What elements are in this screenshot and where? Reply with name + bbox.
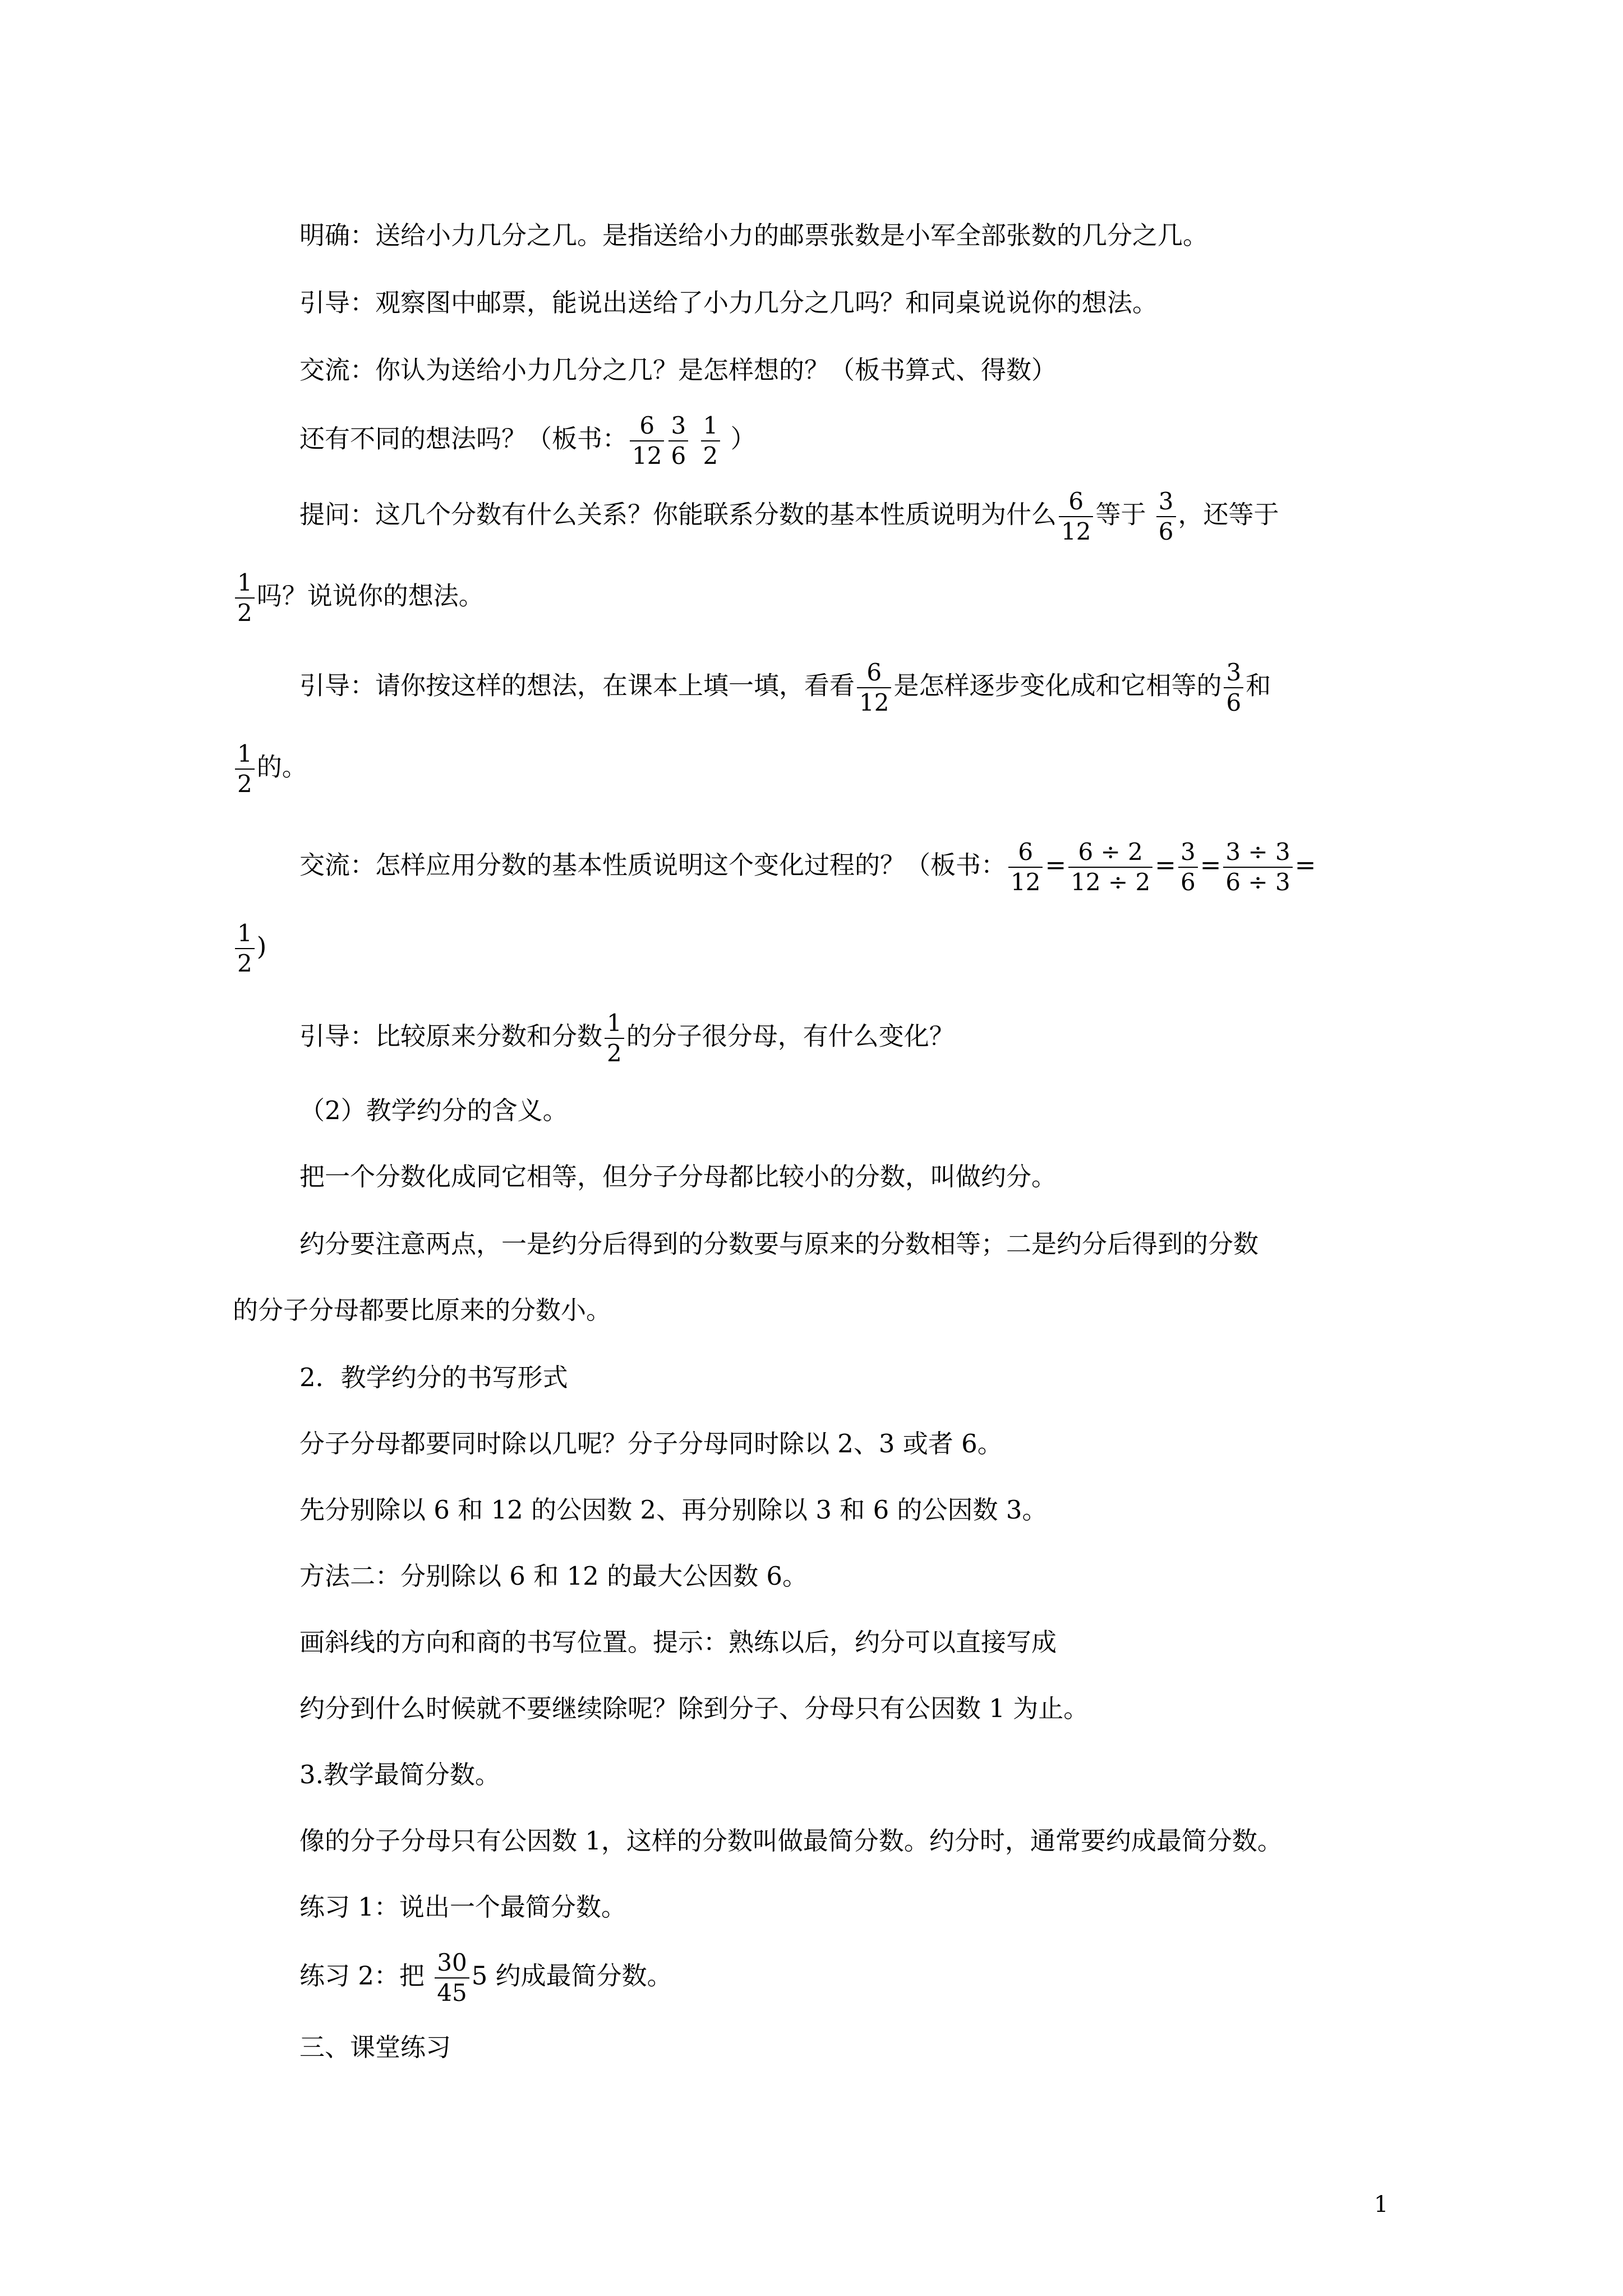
text-segment: 的分子很分母，有什么变化？ [626,1021,955,1051]
text-line [299,412,756,470]
text-line: 引导：观察图中邮票，能说出送给了小力几分之几吗？和同桌说说你的想法。 [299,288,1158,318]
text-line: 3.教学最简分数。 [299,1760,500,1789]
fraction: $\frac{1}{2}$ [701,412,721,470]
fraction: $\frac{3 \div 3}{6 \div 3}$ [1223,839,1292,896]
fraction: $\frac{30}{45}$ [435,1949,469,2007]
text-segment: 提问：这几个分数有什么关系？你能联系分数的基本性质说明为什么 [299,499,1057,530]
text-segment: 还有不同的想法吗？（板书： [299,424,628,454]
fraction: $\frac{3}{6}$ [1156,488,1176,545]
text-segment: ) [256,931,267,961]
text-line: 交流：你认为送给小力几分之几？是怎样想的？（板书算式、得数） [299,355,1057,385]
text-line: （2）教学约分的含义。 [299,1096,568,1125]
text-segment: 交流：怎样应用分数的基本性质说明这个变化过程的？（板书： [299,850,1007,880]
text-line: 像的分子分母只有公因数 1，这样的分数叫做最简分数。约分时，通常要约成最简分数。 [299,1826,1283,1856]
text-segment: 引导：请你按这样的想法，在课本上填一填，看看 [299,670,855,701]
text-segment: 吗？说说你的想法。 [256,581,484,611]
page-number: 1 [1374,2192,1389,2217]
text-segment: 的。 [256,752,307,782]
text-segment: ，还等于 [1178,499,1279,530]
text-line: 练习 1：说出一个最简分数。 [299,1892,626,1922]
text-segment: 练习 2：把 [299,1961,425,1991]
text-line [233,920,266,977]
text-line [299,1010,955,1067]
text-line [299,839,1316,896]
fraction: $\frac{6}{12}$ [1008,839,1043,896]
text-line: 约分要注意两点，一是约分后得到的分数要与原来的分数相等；二是约分后得到的分数 [299,1229,1259,1259]
text-line: 的分子分母都要比原来的分数小。 [233,1295,612,1325]
fraction: $\frac{3}{6}$ [1224,659,1243,716]
text-segment: = [1045,850,1067,880]
text-segment: ） [730,424,756,454]
text-segment: 是怎样逐步变化成和它相等的 [893,670,1222,701]
text-segment: 引导：比较原来分数和分数 [299,1021,603,1051]
fraction: $\frac{1}{2}$ [235,569,255,627]
text-line: 先分别除以 6 和 12 的公因数 2、再分别除以 3 和 6 的公因数 3。 [299,1495,1048,1525]
text-line [233,569,484,627]
fraction: $\frac{6}{12}$ [630,412,664,470]
text-line: 画斜线的方向和商的书写位置。提示：熟练以后，约分可以直接写成 [299,1627,1057,1657]
text-segment: = [1200,850,1221,880]
text-line: 明确：送给小力几分之几。是指送给小力的邮票张数是小军全部张数的几分之几。 [299,220,1209,250]
text-line [299,1949,672,2007]
text-line [299,488,1279,545]
text-segment: 5 约成最简分数。 [471,1961,672,1991]
text-line [233,740,307,798]
fraction: $\frac{6 \div 2}{12 \div 2}$ [1068,839,1152,896]
text-line: 三、课堂练习 [299,2032,451,2062]
text-segment: = [1155,850,1176,880]
fraction: $\frac{3}{6}$ [668,412,688,470]
fraction: $\frac{1}{2}$ [235,740,255,798]
text-segment: 和 [1246,670,1271,701]
text-line: 分子分母都要同时除以几呢？分子分母同时除以 2、3 或者 6。 [299,1429,1003,1458]
fraction: $\frac{1}{2}$ [235,920,255,977]
text-line: 把一个分数化成同它相等，但分子分母都比较小的分数，叫做约分。 [299,1162,1057,1191]
fraction: $\frac{3}{6}$ [1178,839,1198,896]
text-segment: = [1294,850,1316,880]
fraction: $\frac{6}{12}$ [857,659,891,716]
text-line: 2．教学约分的书写形式 [299,1363,568,1392]
fraction: $\frac{6}{12}$ [1059,488,1093,545]
fraction: $\frac{1}{2}$ [605,1010,624,1067]
text-line: 方法二：分别除以 6 和 12 的最大公因数 6。 [299,1561,808,1591]
text-segment: 等于 [1095,499,1146,530]
text-line [299,659,1271,716]
text-line: 约分到什么时候就不要继续除呢？除到分子、分母只有公因数 1 为止。 [299,1694,1089,1723]
